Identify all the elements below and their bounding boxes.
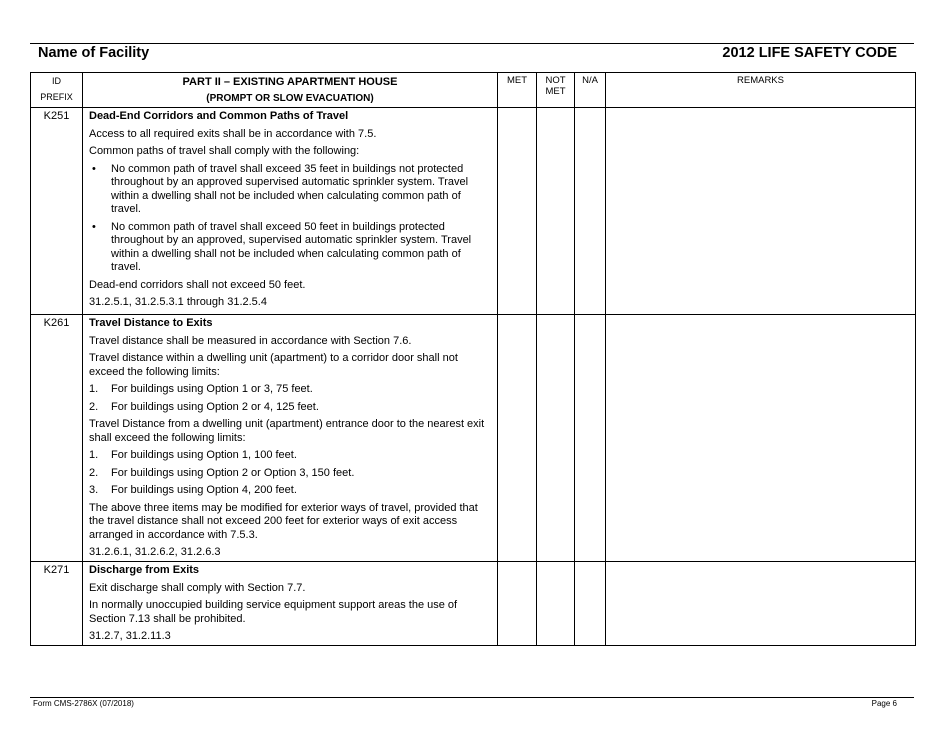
numbered-item — [89, 401, 493, 415]
table-row — [31, 315, 916, 562]
met-cell[interactable] — [498, 108, 537, 315]
row-title: Discharge from Exits — [89, 564, 200, 576]
bullet-text: No common path of travel shall exceed 35 feet in buildings not protected throughout by an approved supervised automatic sprinkler system. Travel within a dwelling shall not be included when calculating common path of travel. — [111, 162, 469, 215]
id-prefix-header — [31, 73, 83, 108]
met-header: MET — [498, 73, 537, 108]
met-cell[interactable] — [498, 315, 537, 562]
bullet-item — [89, 163, 493, 217]
row-reference: 31.2.6.1, 31.2.6.2, 31.2.6.3 — [89, 546, 221, 558]
numbered-item — [89, 467, 493, 481]
item-number: 3. — [89, 484, 99, 496]
footer-rule — [30, 697, 914, 698]
table-row — [31, 108, 916, 315]
row-text: The above three items may be modified for exterior ways of travel, provided that the travel distance shall not exceed 200 feet for exterior ways of exit access arranged in accordance with 7.5.3. — [89, 501, 478, 541]
header-rule — [30, 43, 914, 44]
row-reference: 31.2.7, 31.2.11.3 — [89, 630, 171, 642]
bullet-text: No common path of travel shall exceed 50 feet in buildings protected throughout by an approved, supervised automatic sprinkler system. Travel within a dwelling shall not be included when calculating common path of travel. — [111, 220, 472, 273]
page-number: Page 6 — [871, 699, 897, 708]
item-text: For buildings using Option 1, 100 feet. — [111, 449, 297, 461]
item-number: 2. — [89, 400, 99, 413]
row-text: Access to all required exits shall be in accordance with 7.5. — [89, 127, 377, 140]
met-cell[interactable] — [498, 562, 537, 646]
bullet-item — [89, 221, 493, 275]
row-text: Travel distance shall be measured in accordance with Section 7.6. — [89, 334, 412, 347]
na-cell[interactable] — [575, 562, 606, 646]
numbered-item — [89, 484, 493, 498]
na-cell[interactable] — [575, 108, 606, 315]
item-text: For buildings using Option 4, 200 feet. — [111, 484, 297, 496]
table-row — [31, 562, 916, 646]
row-id: K261 — [31, 315, 83, 562]
table-header-row — [31, 73, 916, 108]
item-text: For buildings using Option 2 or 4, 125 feet. — [111, 400, 319, 413]
na-cell[interactable] — [575, 315, 606, 562]
remarks-cell[interactable] — [606, 108, 916, 315]
row-reference: 31.2.5.1, 31.2.5.3.1 through 31.2.5.4 — [89, 296, 267, 308]
not-met-cell[interactable] — [537, 315, 575, 562]
row-description — [83, 562, 498, 646]
row-title: Travel Distance to Exits — [89, 317, 213, 329]
row-description — [83, 108, 498, 315]
not-met-line1: NOT — [545, 75, 566, 86]
row-text: Travel Distance from a dwelling unit (apartment) entrance door to the nearest exit shall exceed the following limits: — [89, 418, 485, 444]
row-text: In normally unoccupied building service equipment support areas the use of Section 7.13 shall be prohibited. — [89, 599, 458, 625]
row-text: Dead-end corridors shall not exceed 50 feet. — [89, 278, 306, 291]
item-number: 2. — [89, 466, 99, 479]
bullet-icon: • — [92, 162, 96, 175]
not-met-cell[interactable] — [537, 562, 575, 646]
row-text: Common paths of travel shall comply with the following: — [89, 145, 360, 157]
form-number: Form CMS-2786X (07/2018) — [33, 699, 134, 708]
row-title: Dead-End Corridors and Common Paths of Travel — [89, 110, 349, 122]
numbered-item — [89, 449, 493, 463]
remarks-header: REMARKS — [606, 73, 916, 108]
item-number: 1. — [89, 383, 99, 395]
facility-name-label: Name of Facility — [38, 45, 150, 61]
bullet-icon: • — [92, 220, 96, 233]
row-id: K251 — [31, 108, 83, 315]
remarks-cell[interactable] — [606, 562, 916, 646]
item-text: For buildings using Option 1 or 3, 75 feet. — [111, 383, 313, 395]
code-title: 2012 LIFE SAFETY CODE — [722, 45, 897, 61]
not-met-line2: MET — [545, 86, 566, 97]
remarks-cell[interactable] — [606, 315, 916, 562]
row-id: K271 — [31, 562, 83, 646]
part-header — [83, 73, 498, 108]
row-description — [83, 315, 498, 562]
not-met-cell[interactable] — [537, 108, 575, 315]
row-text: Exit discharge shall comply with Section 7.7. — [89, 581, 306, 594]
evacuation-subtitle: (PROMPT OR SLOW EVACUATION) — [206, 93, 374, 104]
checklist-table — [30, 72, 916, 646]
prefix-header: PREFIX — [40, 92, 73, 102]
part-title: PART II – EXISTING APARTMENT HOUSE — [182, 76, 398, 88]
numbered-item — [89, 383, 493, 397]
na-header: N/A — [575, 73, 606, 108]
id-header: ID — [52, 76, 61, 86]
item-number: 1. — [89, 449, 99, 461]
item-text: For buildings using Option 2 or Option 3, 150 feet. — [111, 466, 355, 479]
not-met-header — [537, 73, 575, 108]
row-text: Travel distance within a dwelling unit (apartment) to a corridor door shall not exceed the following limits: — [89, 352, 458, 378]
